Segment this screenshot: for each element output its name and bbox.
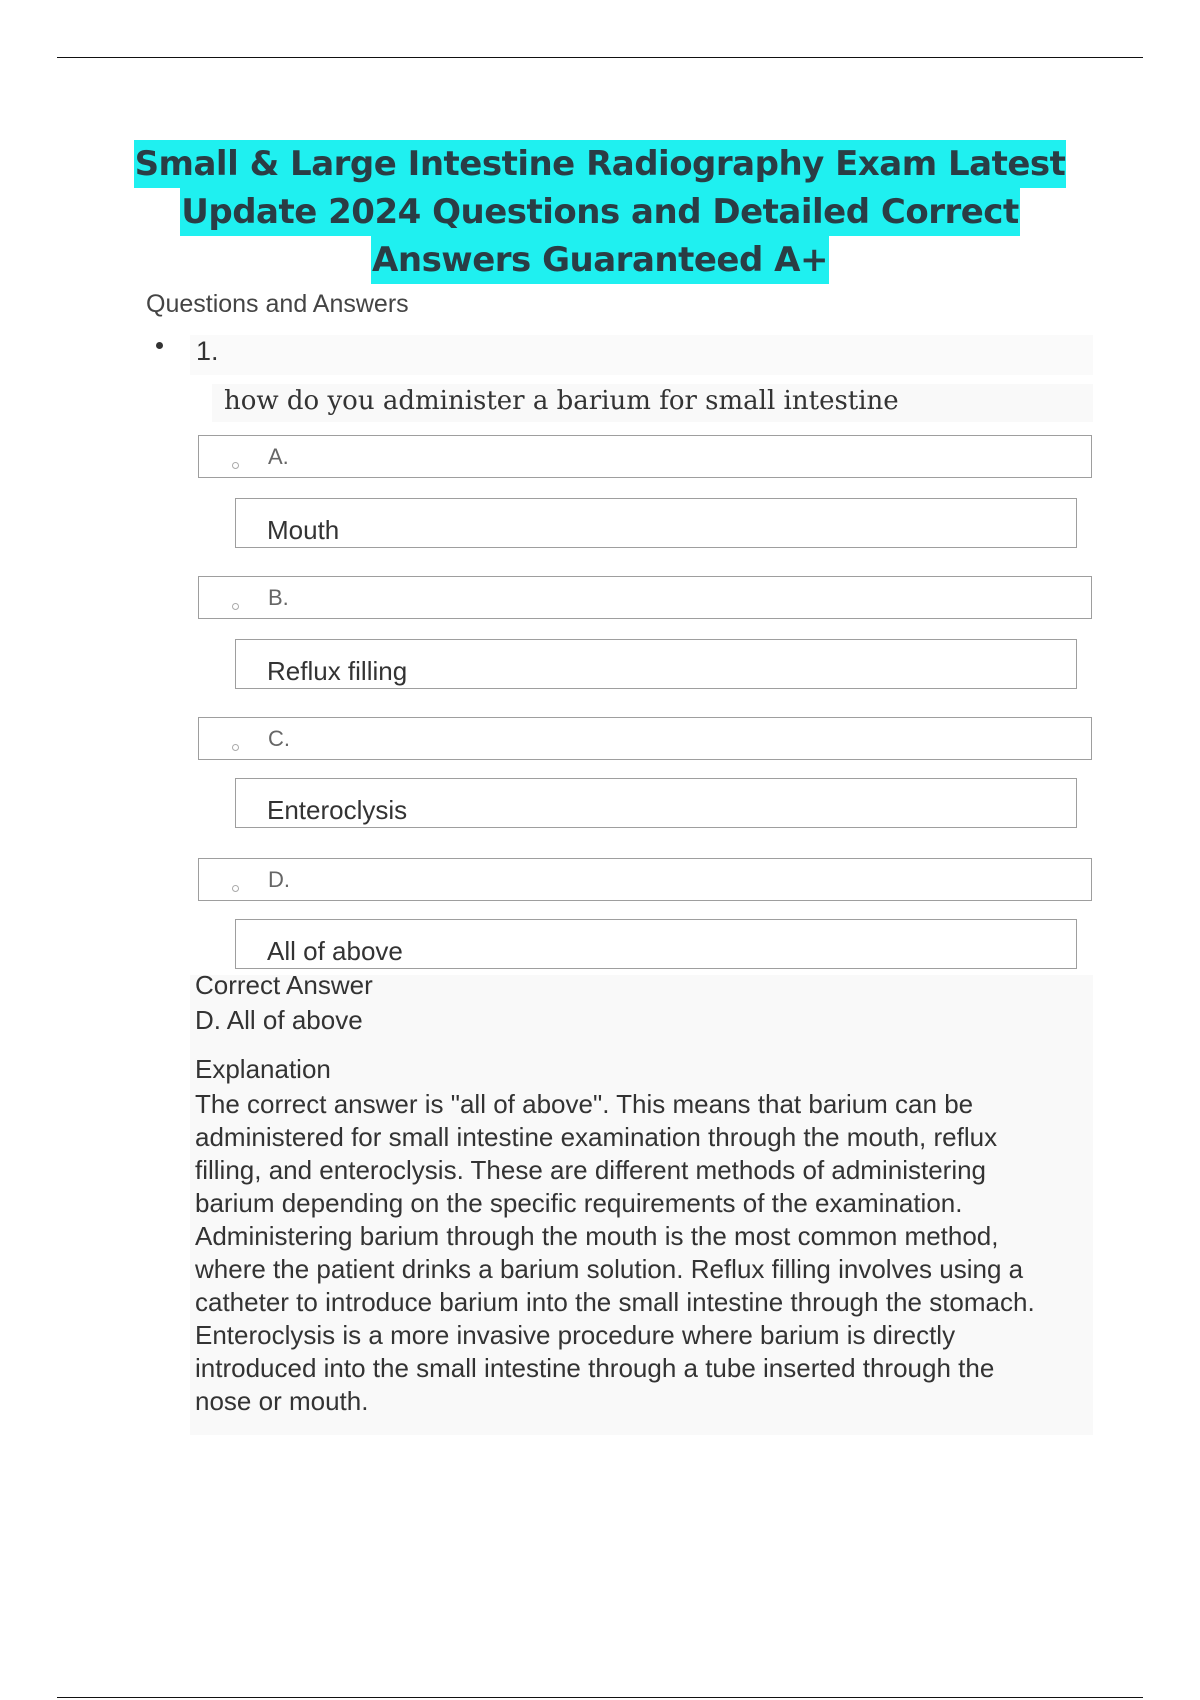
option-c-text-box: [235, 778, 1077, 828]
bottom-rule: [57, 1697, 1143, 1698]
explanation-line: filling, and enteroclysis. These are different methods of administering: [195, 1155, 987, 1185]
option-b-text-box: [235, 639, 1077, 689]
explanation-line: introduced into the small intestine through a tube inserted through the: [195, 1353, 995, 1383]
explanation-line: Administering barium through the mouth is the most common method,: [195, 1221, 999, 1251]
explanation-line: The correct answer is "all of above". This means that barium can be: [195, 1089, 974, 1119]
document-title: [100, 140, 1100, 284]
correct-answer-value: D. All of above: [195, 1005, 363, 1035]
question-number-band: [190, 335, 1093, 375]
radio-circle-icon[interactable]: [232, 462, 239, 469]
explanation-line: where the patient drinks a barium solution. Reflux filling involves using a: [195, 1254, 1024, 1284]
title-line-3: Answers Guaranteed A+: [371, 236, 829, 284]
section-subtitle: Questions and Answers: [146, 290, 409, 318]
explanation-line: Enteroclysis is a more invasive procedure where barium is directly: [195, 1320, 956, 1350]
option-letter: C.: [268, 726, 290, 751]
question-number: 1.: [196, 336, 219, 366]
option-letter: D.: [268, 867, 290, 892]
explanation-line: catheter to introduce barium into the small intestine through the stomach.: [195, 1287, 1035, 1317]
option-d-text-box: [235, 919, 1077, 969]
option-letter: A.: [268, 444, 289, 469]
option-c[interactable]: [198, 717, 1092, 760]
option-text: All of above: [267, 936, 403, 966]
option-a[interactable]: [198, 435, 1092, 478]
option-b[interactable]: [198, 576, 1092, 619]
question-text: how do you administer a barium for small intestine: [224, 386, 899, 416]
explanation-label: Explanation: [195, 1054, 331, 1084]
explanation-line: administered for small intestine examination through the mouth, reflux: [195, 1122, 998, 1152]
option-text: Enteroclysis: [267, 795, 408, 825]
radio-circle-icon[interactable]: [232, 603, 239, 610]
option-letter: B.: [268, 585, 289, 610]
title-line-2: Update 2024 Questions and Detailed Correct: [180, 188, 1019, 236]
option-text: Reflux filling: [267, 656, 408, 686]
title-line-1: Small & Large Intestine Radiography Exam Latest: [134, 140, 1067, 188]
bullet-icon: [156, 342, 163, 349]
explanation-text: [195, 1088, 1100, 1418]
explanation-line: nose or mouth.: [195, 1386, 369, 1416]
explanation-line: barium depending on the specific requirements of the examination.: [195, 1188, 963, 1218]
radio-circle-icon[interactable]: [232, 744, 239, 751]
option-a-text-box: [235, 498, 1077, 548]
option-d[interactable]: [198, 858, 1092, 901]
top-rule: [57, 57, 1143, 58]
radio-circle-icon[interactable]: [232, 885, 239, 892]
correct-answer-label: Correct Answer: [195, 970, 373, 1000]
option-text: Mouth: [267, 515, 340, 545]
